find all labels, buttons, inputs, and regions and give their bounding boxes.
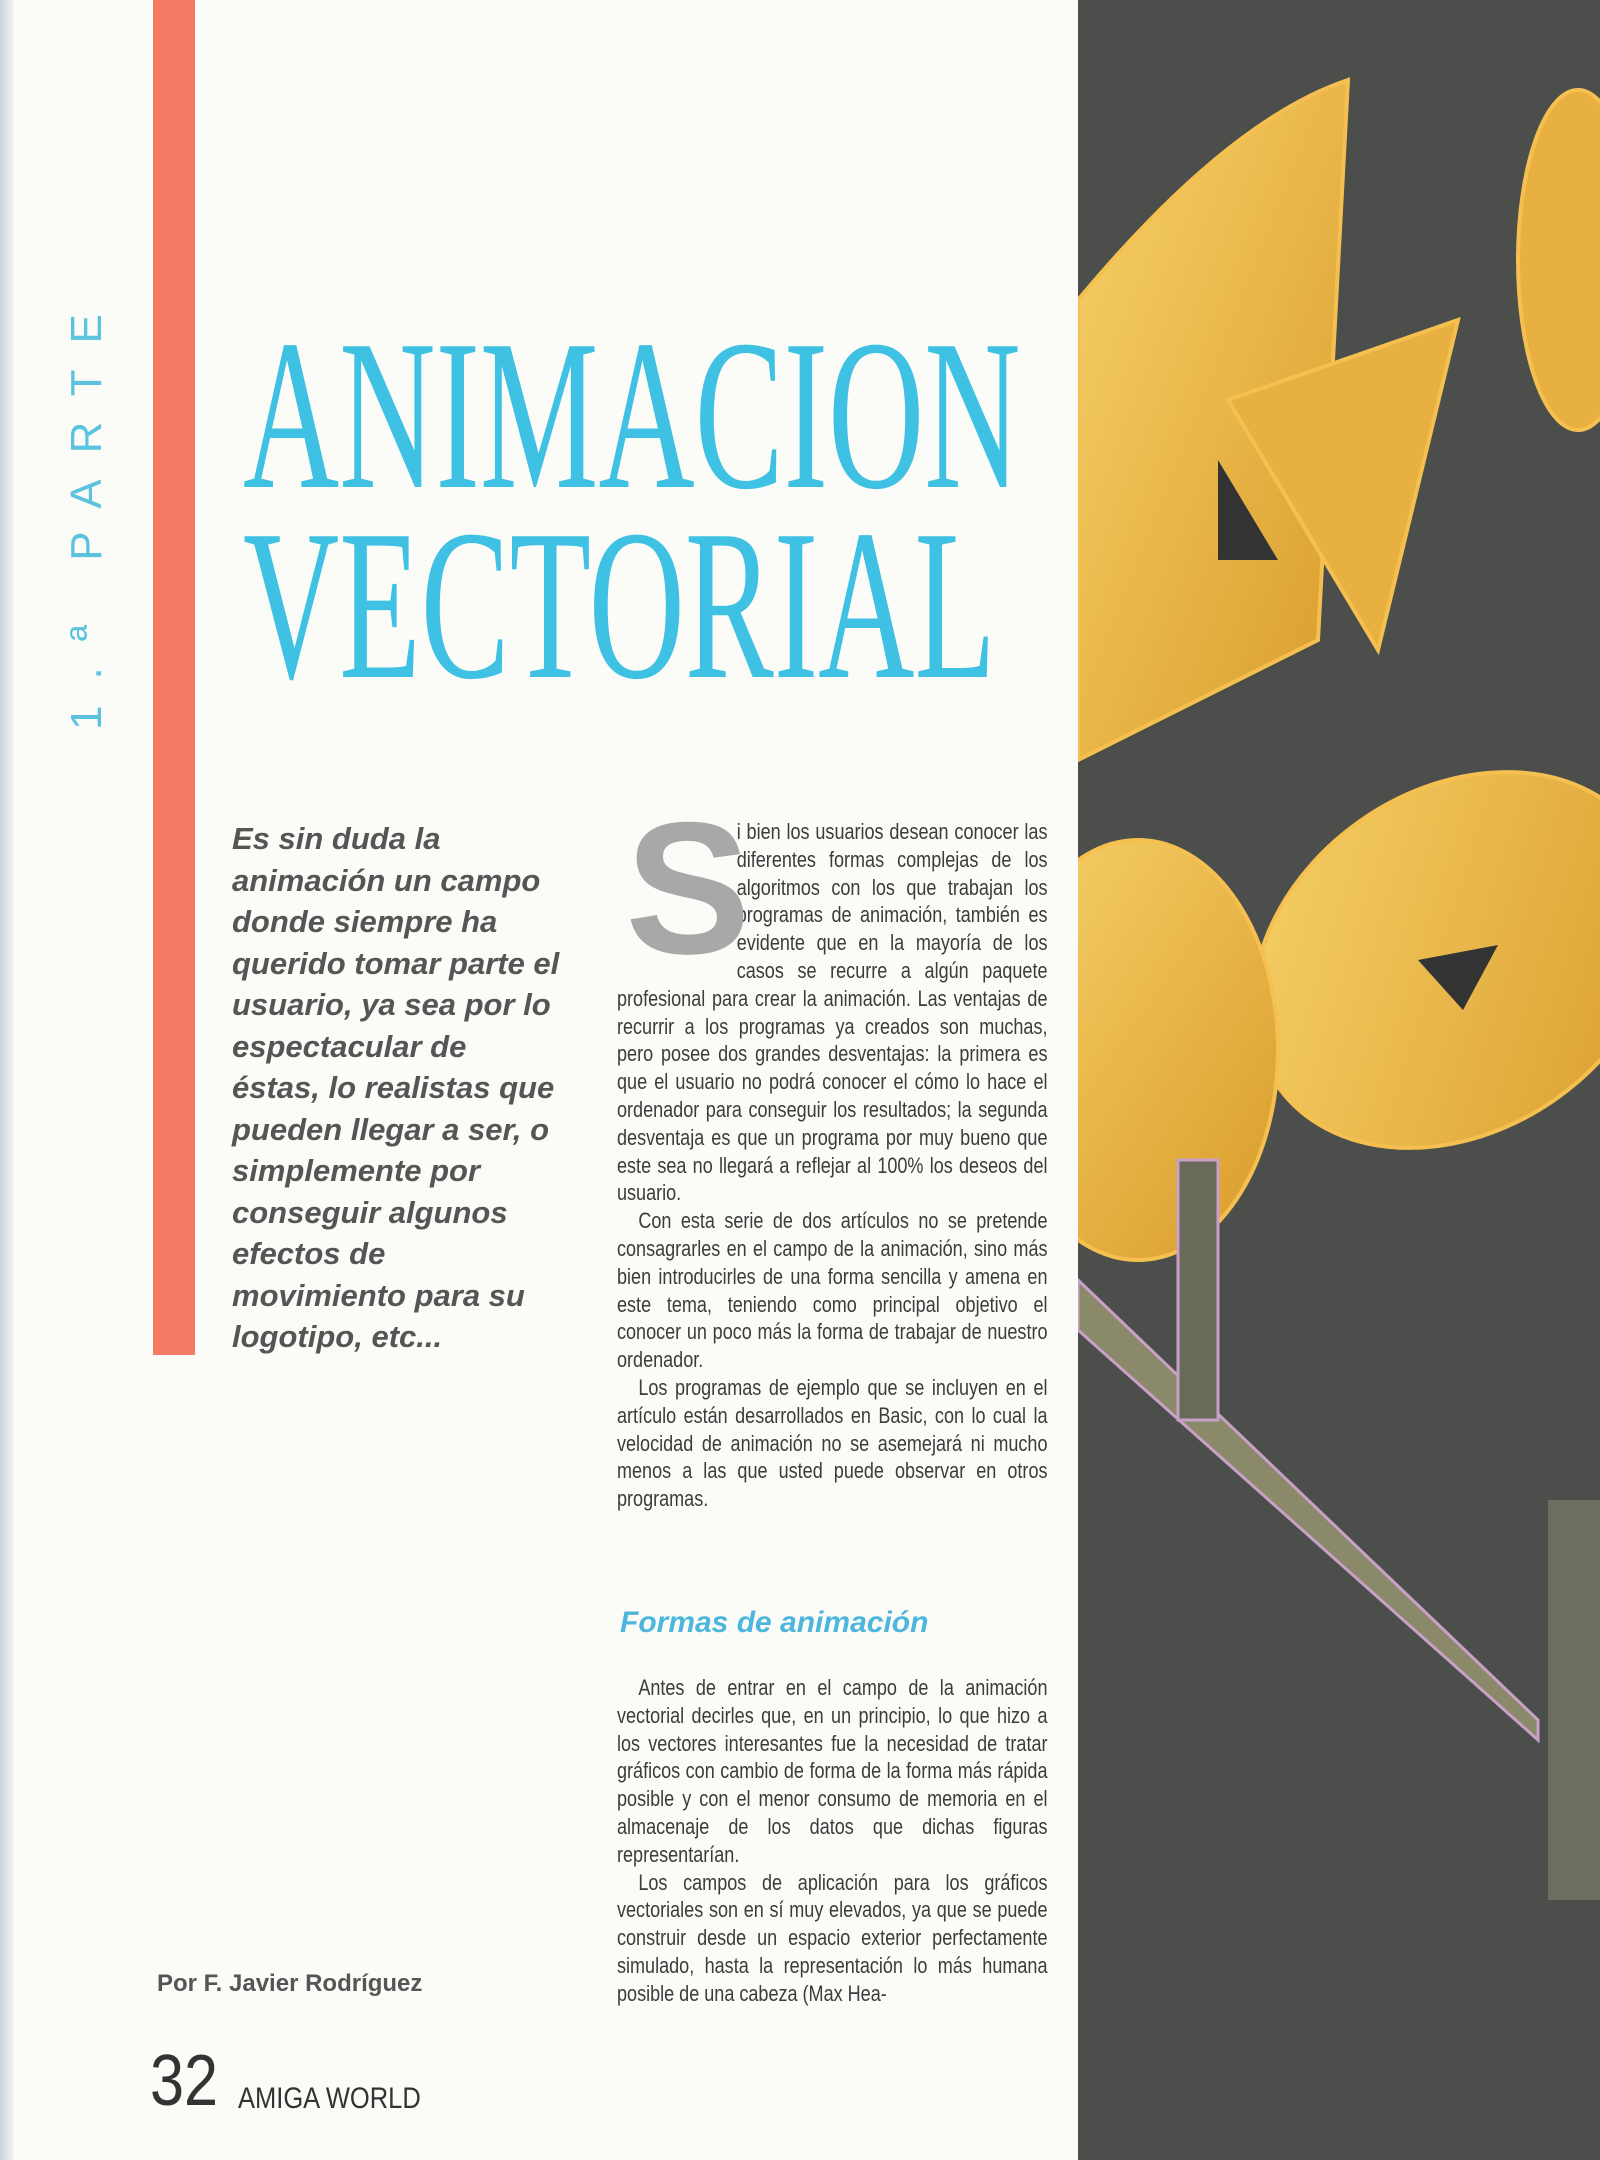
paragraph: Los programas de ejemplo que se incluyen en el artículo están desarrollados en Basic, con lo cual la velocidad de animación no se asemejará ni mucho menos a las que usted puede observar en otros programas. [617,1374,1048,1512]
title-line-1: ANIMACION [243,295,1021,534]
paragraph: i bien los usuarios desean conocer las diferentes formas complejas de los algoritmos con los que trabajan los programas de animación, también es evidente que en la mayoría de los casos se recurre a algún paquete profesional para crear la animación. Las ventajas de recurrir a los programas ya creados son muchas, pero posee dos grandes desventajas: la primera es que el usuario no podrá conocer el cómo lo hace el ordenador para conseguir los resultados; la segunda desventaja es que un programa por muy bueno que este sea no llegará a reflejar al 100% los deseos del usuario. [617,819,1048,1206]
drop-cap: S [625,783,751,993]
paragraph: Los campos de aplicación para los gráficos vectoriales son en sí muy elevados, ya que se puede construir desde un espacio exterior perfectamente simulado, hasta la representación lo más humana posible de una cabeza (Max Hea- [617,1869,1048,2006]
article-title [243,295,1021,724]
page-number: 32 [150,2041,219,2121]
part-label [52,288,122,730]
vector-animation-illustration [1078,0,1600,2160]
magazine-name: AMIGA WORLD [238,2082,421,2115]
body-column-bottom [617,1674,1048,2008]
body-column-top [617,783,1048,1513]
intro-lead: Es sin duda la animación un campo donde siempre ha querido tomar parte el usuario, ya sea por lo espectacular de éstas, lo realistas que pueden llegar a ser, o simplemente por conseguir algunos efectos de movimiento para su logotipo, etc... [232,821,560,1354]
paragraph: Con esta serie de dos artículos no se pretende consagrarles en el campo de la animación, sino más bien introducirles de una forma sencilla y amena en este tema, teniendo como principal objetivo el conocer un poco más la forma de trabajar de nuestro ordenador. [617,1208,1048,1373]
part-label-text: 1.ª PARTE [62,288,111,730]
paragraph: Antes de entrar en el campo de la animación vectorial decirles que, en un principio, lo que hizo a los vectores interesantes fue la necesidad de tratar gráficos con cambio de forma de la forma más rápida posible y con el menor consumo de memoria en el almacenaje de los datos que dichas figuras representarían. [617,1675,1048,1867]
decorative-red-bar [153,0,195,1355]
byline: Por F. Javier Rodríguez [157,1970,423,1997]
section-heading: Formas de animación [620,1606,929,1639]
page-edge [0,0,14,2160]
title-line-2: VECTORIAL [243,485,996,724]
